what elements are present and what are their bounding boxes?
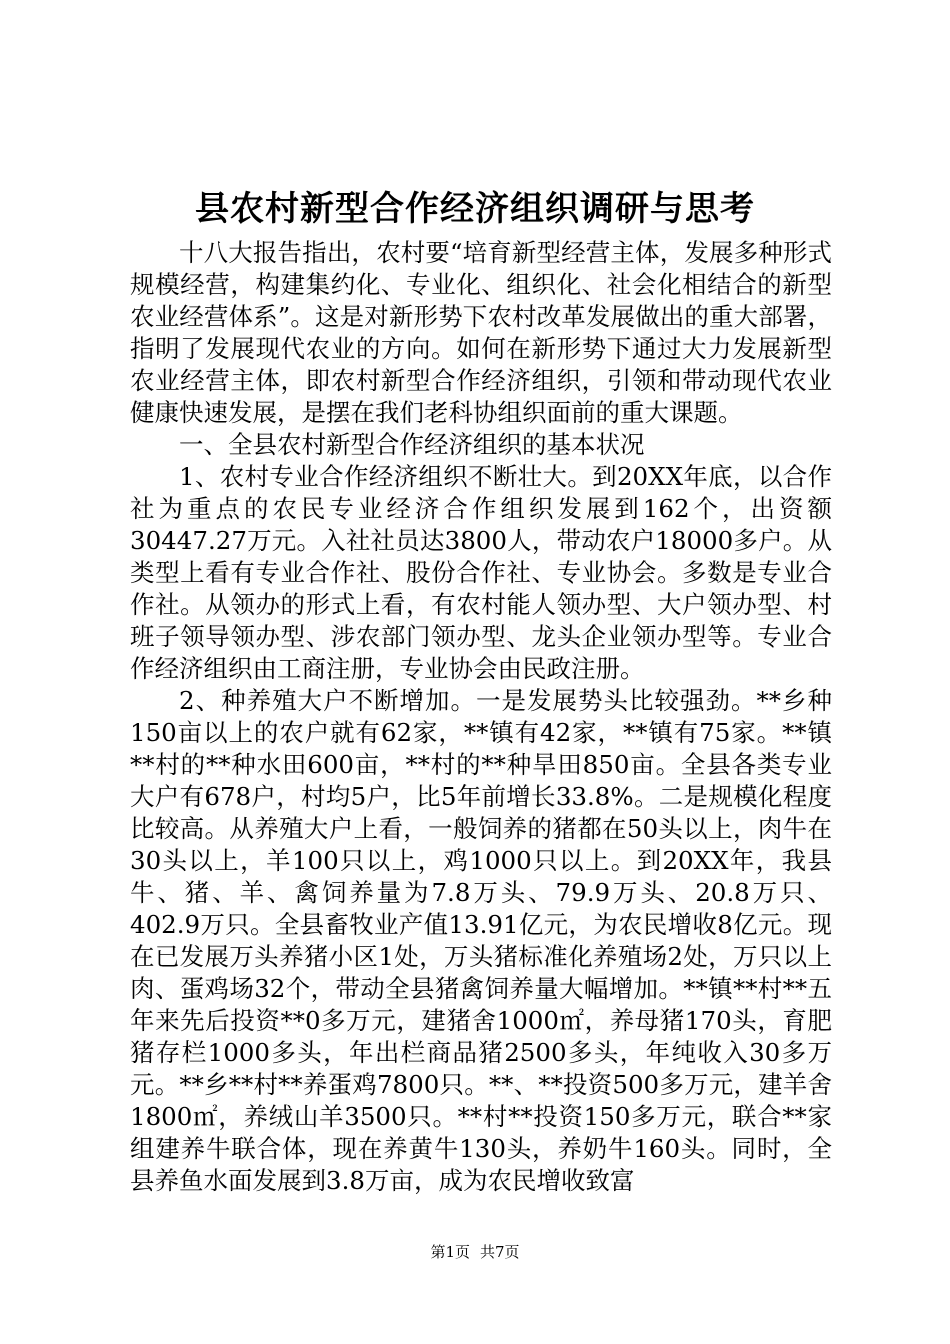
page-footer [0, 1242, 950, 1262]
document-title: 县农村新型合作经济组织调研与思考 [195, 189, 755, 229]
paragraph-large-farmers: 2、种养殖大户不断增加。一是发展势头比较强劲。**乡种150亩以上的农户就有62家，**镇有42家，**镇有75家。**镇**村的**种水田600亩，**村的**种旱田850亩。全县各类专业大户有678户，村均5户，比5年前增长33.8%。二是规模化程度比较高。从养殖大户上看，一般饲养的猪都在50头以上，肉牛在30头以上，羊100只以上，鸡1000只以上。到20XX年，我县牛、猪、羊、禽饲养量为7.8万头、79.9万头、20.8万只、402.9万只。全县畜牧业产值13.91亿元，为农民增收8亿元。现在已发展万头养猪小区1处，万头猪标准化养殖场2处，万只以上肉、蛋鸡场32个，带动全县猪禽饲养量大幅增加。**镇**村**五年来先后投资**0多万元，建猪舍1000㎡，养母猪170头，育肥猪存栏1000多头，年出栏商品猪2500多头，年纯收入30多万元。**乡**村**养蛋鸡7800只。**、**投资500多万元，建羊舍1800㎡，养绒山羊3500只。**村**投资150多万元，联合**家组建养牛联合体，现在养黄牛130头，养奶牛160头。同时，全县养鱼水面发展到3.8万亩，成为农民增收致富 [130, 686, 832, 1195]
paragraph-intro: 十八大报告指出，农村要“培育新型经营主体，发展多种形式规模经营，构建集约化、专业化、组织化、社会化相结合的新型农业经营体系”。这是对新形势下农村改革发展做出的重大部署，指明了发展现代农业的方向。如何在新形势下通过大力发展新型农业经营主体，即农村新型合作经济组织，引领和带动现代农业健康快速发展，是摆在我们老科协组织面前的重大课题。 [130, 238, 832, 427]
section-heading: 一、全县农村新型合作经济组织的基本状况 [179, 430, 645, 459]
page-number: 第1页 [430, 1243, 470, 1261]
document-body [130, 237, 832, 1197]
page-total: 共7页 [480, 1243, 520, 1261]
paragraph-cooperatives: 1、农村专业合作经济组织不断壮大。到20XX年底，以合作社为重点的农民专业经济合作组织发展到162个，出资额30447.27万元。入社社员达3800人，带动农户18000多户。从类型上看有专业合作社、股份合作社、专业协会。多数是专业合作社。从领办的形式上看，有农村能人领办型、大户领办型、村班子领导领办型、涉农部门领办型、龙头企业领办型等。专业合作经济组织由工商注册，专业协会由民政注册。 [130, 462, 832, 683]
